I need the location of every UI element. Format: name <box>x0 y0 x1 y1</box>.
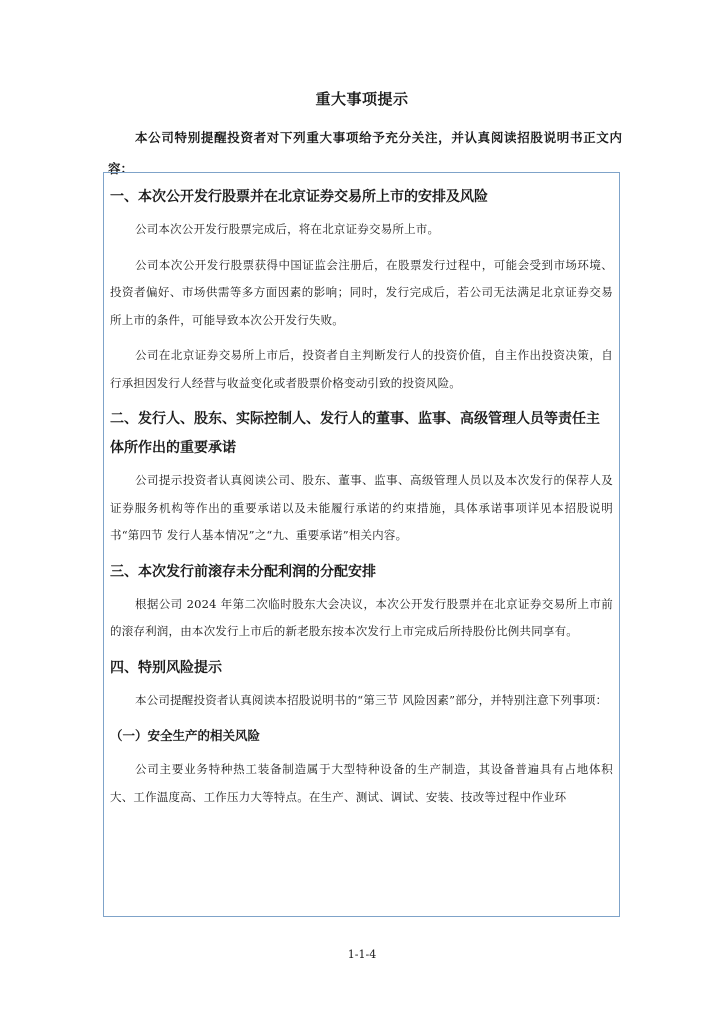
section-1-paragraph-3: 公司在北京证券交易所上市后，投资者自主判断发行人的投资价值，自主作出投资决策，自行承担因发行人经营与收益变化或者股票价格变动引致的投资风险。 <box>110 348 613 390</box>
subsection-paragraph: 公司主要业务特种热工装备制造属于大型特种设备的生产制造，其设备普遍具有占地体积大、工作温度高、工作压力大等特点。在生产、测试、调试、安装、技改等过程中作业环 <box>110 762 613 804</box>
subsection-heading: （一）安全生产的相关风险 <box>110 728 261 743</box>
section-1-heading: 一、本次公开发行股票并在北京证券交易所上市的安排及风险 <box>110 189 488 205</box>
section-1-paragraph-1: 公司本次公开发行股票完成后，将在北京证券交易所上市。 <box>135 222 440 236</box>
key-matters-box <box>103 172 620 917</box>
section-4-paragraph-1: 本公司提醒投资者认真阅读本招股说明书的“第三节 风险因素”部分，并特别注意下列事项： <box>135 692 608 707</box>
page-title: 重大事项提示 <box>315 90 409 108</box>
section-1-paragraph-2: 公司本次公开发行股票获得中国证监会注册后，在股票发行过程中，可能会受到市场环境、投资者偏好、市场供需等多方面因素的影响；同时，发行完成后，若公司无法满足北京证券交易所上市的条件，可能导致本次公开发行失败。 <box>110 257 613 327</box>
section-4-heading: 四、特别风险提示 <box>110 659 222 676</box>
section-3-paragraph-1: 根据公司 2024 年第二次临时股东大会决议，本次公开发行股票并在北京证券交易所上市前的滚存利润，由本次发行上市后的新老股东按本次发行上市完成后所持股份比例共同享有。 <box>110 596 613 638</box>
section-3-heading: 三、本次发行前滚存未分配利润的分配安排 <box>110 563 376 580</box>
page-number: 1-1-4 <box>347 948 377 961</box>
intro-notice: 本公司特别提醒投资者对下列重大事项给予充分关注，并认真阅读招股说明书正文内容： <box>108 130 622 176</box>
section-2-paragraph-1: 公司提示投资者认真阅读公司、股东、董事、监事、高级管理人员以及本次发行的保荐人及证券服务机构等作出的重要承诺以及未能履行承诺的约束措施，具体承诺事项详见本招股说明书“第四节 发行人基本情况”之“九、重要承诺”相关内容。 <box>110 473 613 542</box>
section-2-heading: 二、发行人、股东、实际控制人、发行人的董事、监事、高级管理人员等责任主体所作出的重要承诺 <box>110 411 600 456</box>
